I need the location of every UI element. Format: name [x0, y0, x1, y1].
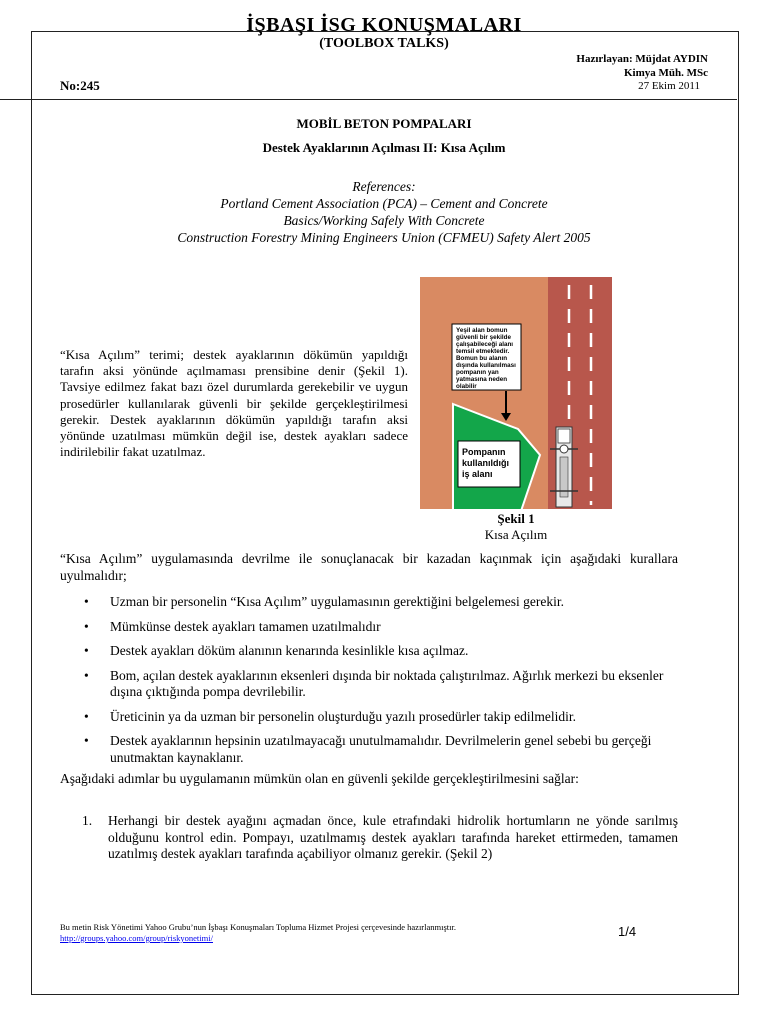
work-area-line: iş alanı: [462, 469, 493, 479]
callout-line: dışında kullanılması: [456, 362, 516, 369]
bullet-icon: •: [84, 667, 89, 683]
reference-line: Portland Cement Association (PCA) – Cement and Concrete: [220, 196, 548, 211]
document-subtitle: (TOOLBOX TALKS): [319, 36, 449, 51]
list-item: [60, 594, 678, 611]
callout-line: pompanın yan: [456, 369, 499, 376]
step-number: 1.: [82, 813, 93, 828]
list-item-text: Destek ayaklarının hepsinin uzatılmayacağı unutulmamalıdır. Devrilmelerin genel sebebi bu gerçeği unutmaktan kaynaklanır.: [110, 733, 652, 765]
callout-line: Bomun bu alanın: [456, 355, 508, 362]
document-number: No:245: [60, 78, 100, 93]
list-item-text: Bom, açılan destek ayaklarının eksenleri dışında bir noktada çalıştırılmaz. Ağırlık merkezi bu eksenler dışına çıktığında pompa devrilebilir.: [110, 667, 664, 699]
document-date: 27 Ekim 2011: [638, 80, 700, 92]
list-item: [60, 643, 678, 660]
section-subtitle: Destek Ayaklarının Açılması II: Kısa Açılım: [262, 140, 506, 155]
callout-line: Yeşil alan bomun: [456, 327, 508, 334]
header-divider: [0, 99, 737, 100]
callout-line: çalışabileceği alanı: [456, 341, 514, 348]
list-item: [60, 619, 678, 636]
author-block: [576, 52, 708, 80]
callout-line: güvenli bir şekilde: [456, 334, 511, 341]
list-item: [60, 733, 678, 766]
prepared-by: Hazırlayan: Müjdat AYDIN: [576, 53, 708, 65]
callout-text: [456, 327, 518, 390]
figure-short-extension: [420, 277, 612, 509]
steps-intro-paragraph: Aşağıdaki adımlar bu uygulamanın mümkün olan en güvenli şekilde gerçekleştirilmesini sağlar:: [60, 771, 579, 786]
footer-link[interactable]: http://groups.yahoo.com/group/riskyonetimi/: [60, 933, 213, 943]
bullet-icon: •: [84, 708, 89, 724]
author-credentials: Kimya Müh. MSc: [623, 67, 708, 79]
bullet-icon: •: [84, 618, 89, 634]
reference-line: Basics/Working Safely With Concrete: [283, 213, 485, 228]
list-item: [60, 668, 678, 701]
list-item-text: Uzman bir personelin “Kısa Açılım” uygulamasının gerektiğini belgelemesi gerekir.: [110, 594, 564, 609]
callout-line: olabilir: [456, 383, 477, 390]
callout-line: yatmasına neden: [456, 376, 508, 383]
page-number: 1/4: [618, 924, 637, 939]
footer-text: Bu metin Risk Yönetimi Yahoo Grubu’nun İşbaşı Konuşmaları Topluma Hizmet Projesi çerçevesinde hazırlanmıştır.: [60, 922, 457, 932]
section-title: MOBİL BETON POMPALARI: [296, 116, 472, 131]
bullet-icon: •: [84, 594, 89, 609]
figure-caption-sub: Kısa Açılım: [484, 527, 548, 542]
footer: [60, 922, 600, 944]
bullet-icon: •: [84, 643, 89, 658]
callout-line: temsil etmektedir.: [456, 348, 510, 355]
reference-line: Construction Forestry Mining Engineers Union (CFMEU) Safety Alert 2005: [177, 230, 591, 245]
list-item: [60, 709, 678, 726]
references: [0, 178, 768, 246]
work-area-line: kullanıldığı: [462, 458, 510, 468]
list-item-text: Mümkünse destek ayakları tamamen uzatılmalıdır: [110, 618, 381, 634]
figure-caption-title: Şekil 1: [497, 511, 535, 526]
document-title: İŞBAŞI İSG KONUŞMALARI: [246, 14, 522, 36]
bullet-icon: •: [84, 733, 89, 748]
rules-intro-paragraph: “Kısa Açılım” uygulamasında devrilme ile sonuçlanacak bir kazadan kaçınmak için aşağıdaki kurallara uyulmalıdır;: [60, 551, 678, 583]
figure-caption: [420, 511, 612, 543]
references-label: References:: [352, 179, 416, 194]
intro-paragraph: “Kısa Açılım” terimi; destek ayaklarının dökümün yapıldığı tarafın aksi yönünde açılmaması prensibine denir (Şekil 1). Tavsiye edilmez fakat bazı özel durumlarda gerekebilir ve uygun prosedürler kullanılarak güvenli bir şekilde gerçekleştirilmesi gerekir. Destek ayaklarının dökümün yapıldığı tarafın aksi yönünde uzatılması mümkün değil ise, destek ayakları sadece indirilebilir fakat uzatılmaz.: [60, 347, 408, 460]
step-text: Herhangi bir destek ayağını açmadan önce, kule etrafındaki hidrolik hortumların ne yönde sarılmış olduğunu kontrol edin. Pompayı, uzatılmamış destek ayakları tarafında hareket ettirmeden, tamamen uzatılmış destek ayakları tarafında açabiliyor olmanız gerekir. (Şekil 2): [108, 813, 678, 861]
rules-list: [60, 594, 678, 774]
list-item-text: Destek ayakları döküm alanının kenarında kesinlikle kısa açılmaz.: [110, 643, 469, 658]
steps-list: [60, 813, 678, 863]
work-area-line: Pompanın: [462, 447, 506, 457]
list-item-text: Üreticinin ya da uzman bir personelin oluşturduğu yazılı prosedürler takip edilmelidir.: [110, 708, 577, 724]
